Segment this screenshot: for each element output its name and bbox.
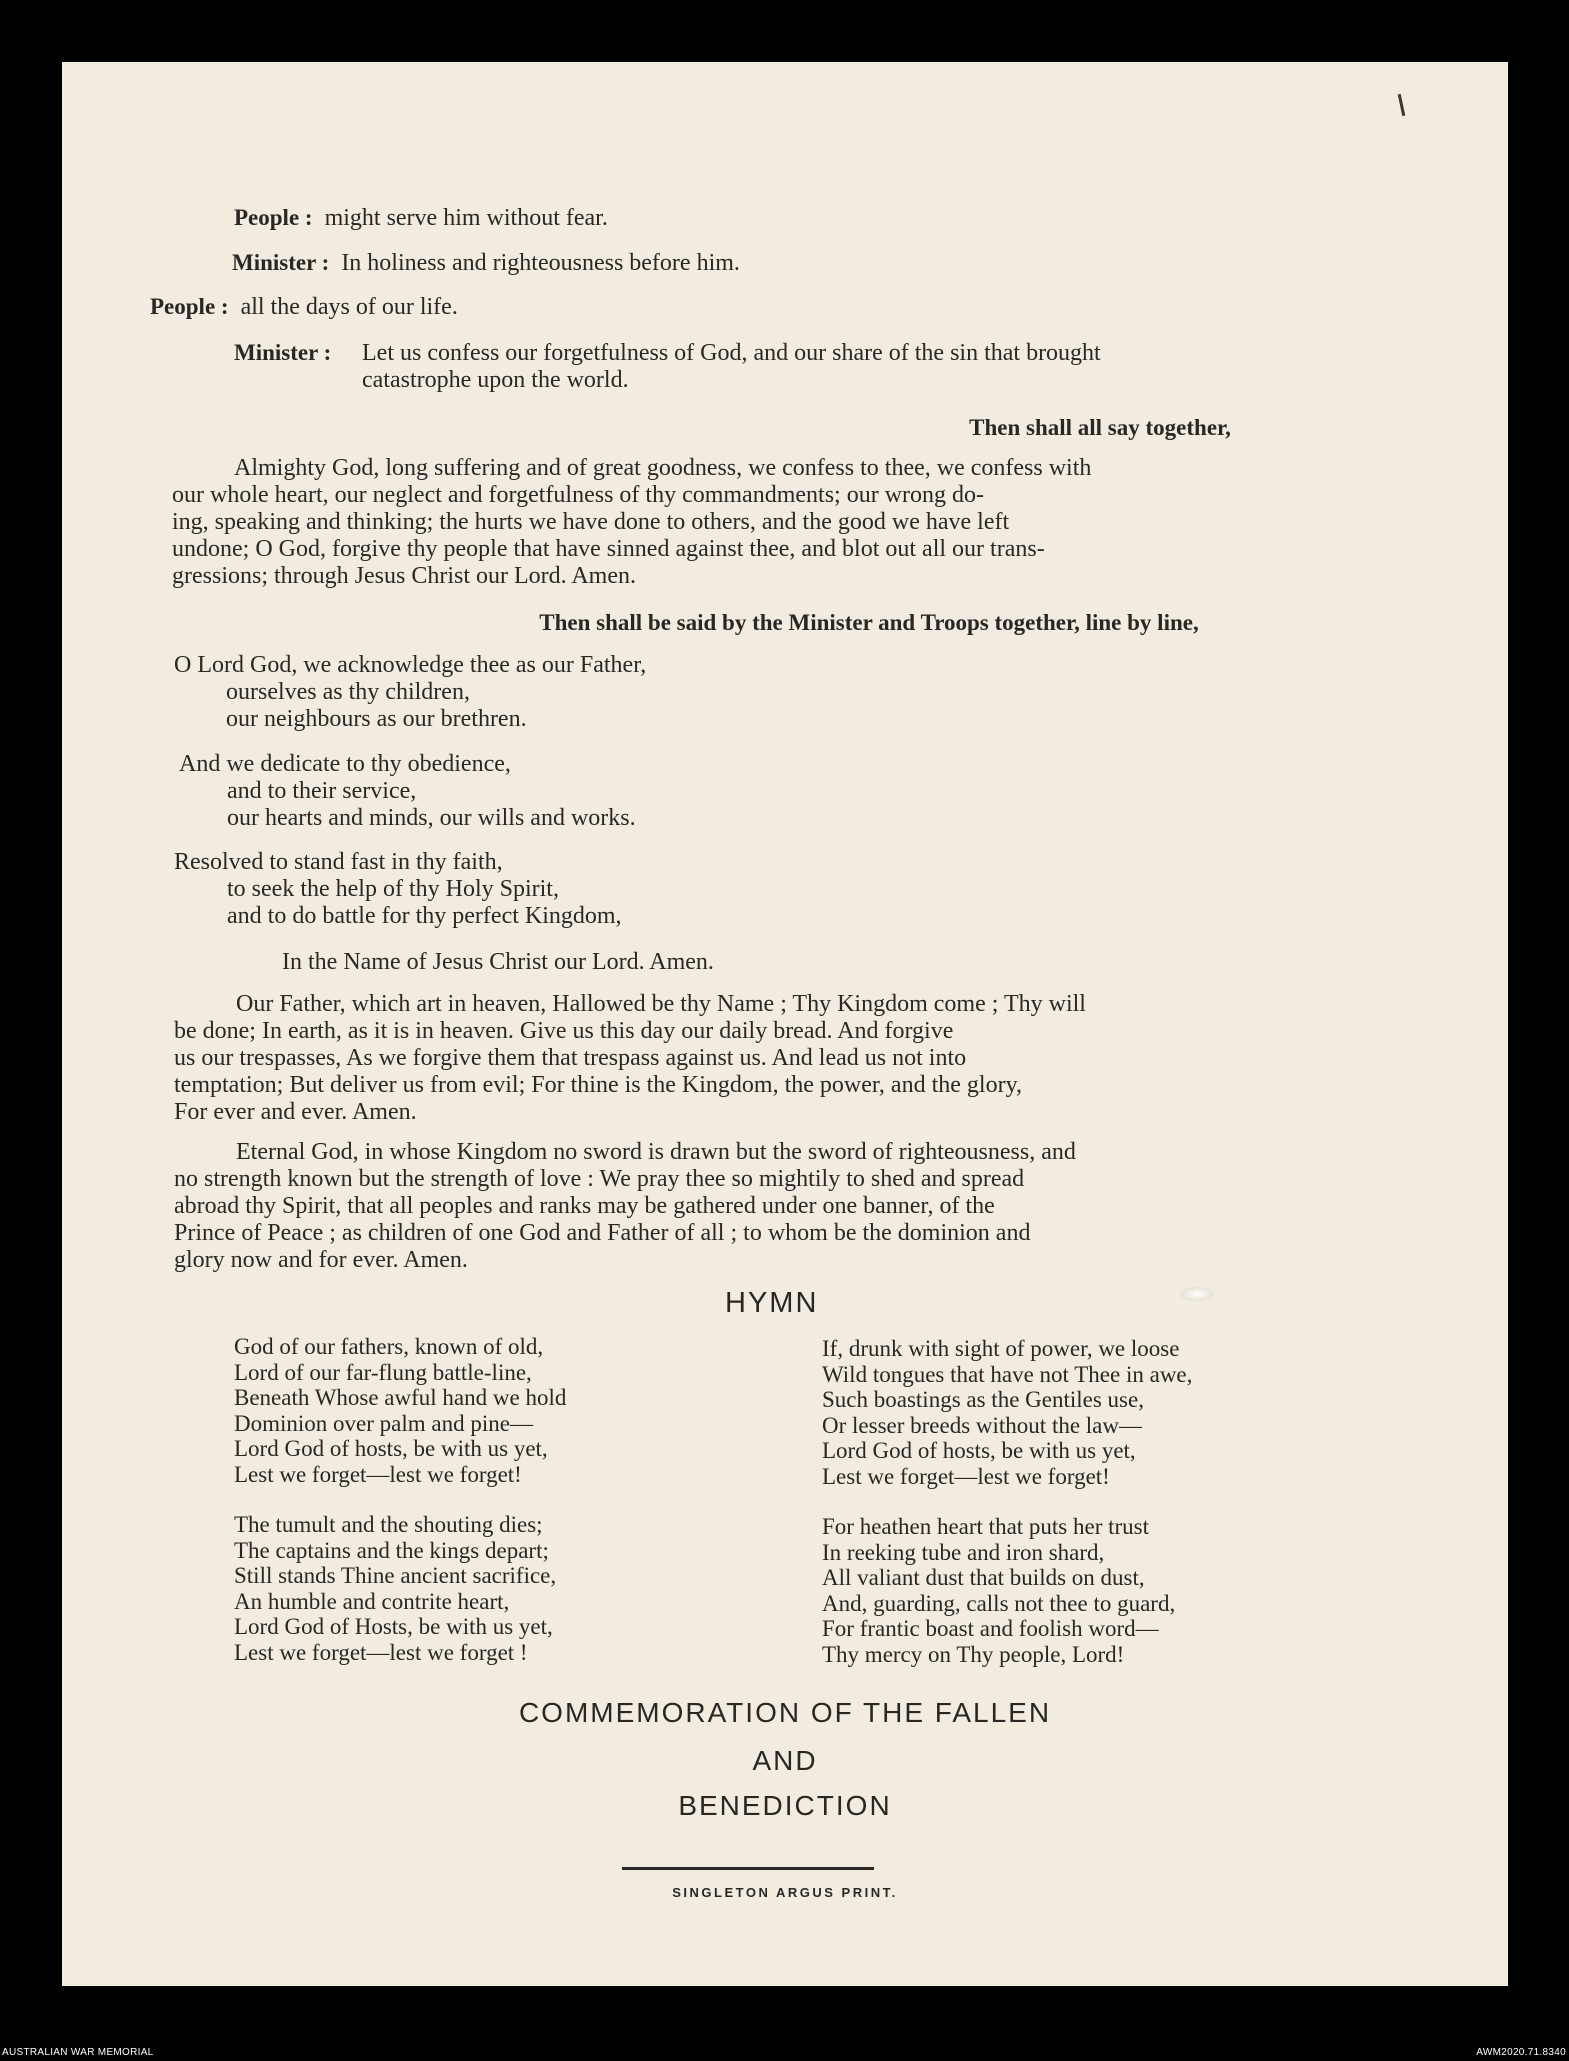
litany-text — [362, 340, 1382, 394]
text-line: Prince of Peace ; as children of one God and Father of all ; to whom be the dominion and — [174, 1220, 1031, 1246]
hymn-line: Lest we forget—lest we forget! — [234, 1461, 522, 1487]
speaker-label: Minister : — [232, 250, 330, 275]
closing-heading-benediction: BENEDICTION — [678, 1790, 892, 1821]
text-line: no strength known but the strength of love : We pray thee so mightily to shed and spread — [174, 1166, 1025, 1192]
hymn-title: HYMN — [725, 1287, 819, 1319]
hymn-column-left — [234, 1334, 566, 1690]
hymn-stanza — [822, 1336, 1192, 1489]
document-page — [62, 62, 1508, 1986]
text-line: ing, speaking and thinking; the hurts we have done to others, and the good we have left — [172, 509, 1010, 535]
dedication-stanza-1 — [174, 652, 646, 733]
text-line: catastrophe upon the world. — [362, 367, 629, 393]
hymn-line: Thy mercy on Thy people, Lord! — [822, 1641, 1125, 1667]
hymn-column-right — [822, 1336, 1192, 1692]
text-line: our neighbours as our brethren. — [226, 706, 527, 732]
text-line: Let us confess our forgetfulness of God, and our share of the sin that brought — [362, 340, 1101, 366]
text-line: glory now and for ever. Amen. — [174, 1247, 468, 1273]
hymn-line: And, guarding, calls not thee to guard, — [822, 1590, 1176, 1616]
hymn-line: An humble and contrite heart, — [234, 1588, 510, 1614]
hymn-line: If, drunk with sight of power, we loose — [822, 1336, 1180, 1361]
text-line: temptation; But deliver us from evil; For thine is the Kingdom, the power, and the glory, — [174, 1072, 1023, 1098]
dedication-close: In the Name of Jesus Christ our Lord. Amen. — [282, 949, 714, 975]
hymn-line: Lord God of Hosts, be with us yet, — [234, 1614, 553, 1639]
text-line: gressions; through Jesus Christ our Lord. Amen. — [172, 563, 636, 589]
archive-credit: AUSTRALIAN WAR MEMORIAL — [2, 2047, 154, 2058]
litany-text: might serve him without fear. — [324, 205, 608, 231]
hymn-line: Wild tongues that have not Thee in awe, — [822, 1361, 1193, 1387]
hymn-line: Such boastings as the Gentiles use, — [822, 1387, 1144, 1412]
hymn-line: Dominion over palm and pine— — [234, 1410, 533, 1436]
litany-line-3 — [150, 294, 458, 321]
hymn-line: For heathen heart that puts her trust — [822, 1514, 1150, 1539]
hymn-line: Still stands Thine ancient sacrifice, — [234, 1563, 557, 1588]
text-line: to seek the help of thy Holy Spirit, — [227, 876, 559, 902]
archive-reference: AWM2020.71.8340 — [1476, 2047, 1566, 2058]
hymn-stanza — [234, 1512, 566, 1665]
text-line: abroad thy Spirit, that all peoples and ranks may be gathered under one banner, of the — [174, 1193, 995, 1219]
hymn-line: God of our fathers, known of old, — [234, 1334, 544, 1359]
closing-heading-commemoration: COMMEMORATION OF THE FALLEN — [518, 1697, 1052, 1728]
hymn-line: In reeking tube and iron shard, — [822, 1539, 1105, 1565]
speaker-label: Minister : — [234, 340, 332, 365]
text-line: us our trespasses, As we forgive them that trespass against us. And lead us not into — [174, 1045, 967, 1071]
litany-text: In holiness and righteousness before him. — [341, 250, 740, 276]
text-line: Eternal God, in whose Kingdom no sword is drawn but the sword of righteousness, and — [236, 1139, 1076, 1165]
text-line: Resolved to stand fast in thy faith, — [174, 849, 503, 875]
hymn-line: Lord God of hosts, be with us yet, — [234, 1436, 548, 1461]
text-line: be done; In earth, as it is in heaven. Give us this day our daily bread. And forgive — [174, 1018, 954, 1044]
speaker-label: People : — [150, 294, 229, 319]
text-line: and to their service, — [227, 778, 417, 804]
hymn-line: Lord God of hosts, be with us yet, — [822, 1438, 1136, 1463]
hymn-stanza — [234, 1334, 566, 1487]
hymn-line: The captains and the kings depart; — [234, 1537, 549, 1563]
hymn-line: Lord of our far-flung battle-line, — [234, 1359, 532, 1385]
text-line: And we dedicate to thy obedience, — [179, 751, 511, 777]
speaker-label: People : — [234, 205, 313, 230]
divider-rule — [622, 1867, 874, 1870]
dedication-stanza-3 — [174, 849, 622, 930]
hymn-line: Lest we forget—lest we forget ! — [234, 1639, 528, 1665]
page-mark — [1398, 94, 1406, 116]
rubric-all-say: Then shall all say together, — [969, 415, 1231, 440]
litany-text: all the days of our life. — [240, 294, 458, 320]
text-line: Almighty God, long suffering and of great goodness, we confess to thee, we confess with — [234, 455, 1092, 481]
closing-heading-and: AND — [752, 1745, 818, 1776]
paper-mark — [1180, 1287, 1214, 1301]
hymn-line: Or lesser breeds without the law— — [822, 1412, 1143, 1438]
litany-line-1 — [234, 205, 608, 232]
printer-imprint: SINGLETON ARGUS PRINT. — [672, 1885, 898, 1900]
collect-paragraph — [174, 1139, 1474, 1274]
hymn-line: The tumult and the shouting dies; — [234, 1512, 543, 1537]
text-line: our whole heart, our neglect and forgetfulness of thy commandments; our wrong do- — [172, 482, 985, 508]
lords-prayer-paragraph — [174, 991, 1474, 1126]
litany-line-4 — [234, 340, 1474, 400]
text-line: our hearts and minds, our wills and works. — [227, 805, 636, 831]
hymn-stanza — [822, 1514, 1192, 1667]
litany-line-2 — [232, 250, 740, 277]
rubric-minister-troops: Then shall be said by the Minister and Troops together, line by line, — [539, 610, 1199, 635]
text-line: and to do battle for thy perfect Kingdom, — [227, 903, 622, 929]
hymn-line: Beneath Whose awful hand we hold — [234, 1385, 567, 1410]
hymn-line: Lest we forget—lest we forget! — [822, 1463, 1110, 1489]
text-line: undone; O God, forgive thy people that have sinned against thee, and blot out all our trans- — [172, 536, 1045, 562]
hymn-line: For frantic boast and foolish word— — [822, 1616, 1159, 1641]
dedication-stanza-2 — [179, 751, 636, 832]
text-line: Our Father, which art in heaven, Hallowed be thy Name ; Thy Kingdom come ; Thy will — [236, 991, 1086, 1017]
confession-paragraph — [172, 455, 1472, 590]
text-line: ourselves as thy children, — [226, 679, 470, 705]
text-line: For ever and ever. Amen. — [174, 1099, 417, 1125]
text-line: O Lord God, we acknowledge thee as our Father, — [174, 652, 647, 678]
hymn-line: All valiant dust that builds on dust, — [822, 1565, 1145, 1590]
